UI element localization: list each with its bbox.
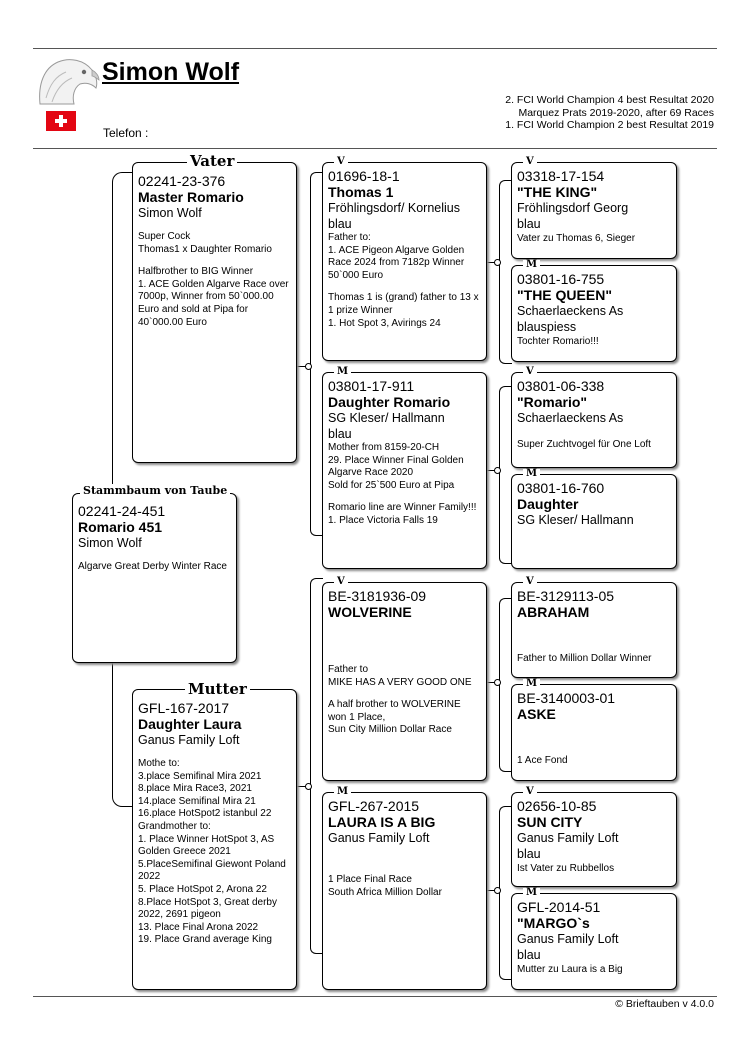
- breeder: Simon Wolf: [138, 206, 202, 220]
- ring-number: 03801-17-911: [328, 378, 415, 394]
- note: Halfbrother to BIG Winner: [138, 266, 254, 278]
- dam-marker: M: [523, 679, 540, 689]
- ring-number: 03801-06-338: [517, 378, 605, 394]
- sire-label: Vater: [187, 153, 237, 169]
- sds-card[interactable]: [511, 372, 677, 468]
- pigeon-name: Daughter Romario: [328, 394, 451, 410]
- note: Algarve Great Derby Winter Race: [78, 561, 227, 572]
- dam-marker: M: [334, 787, 351, 797]
- note: 1. ACE Pigeon Algarve Golden Race 2024 from 7182p Winner 50`000 Euro: [328, 244, 465, 281]
- phone-label: Telefon :: [103, 126, 149, 140]
- pigeon-name: ASKE: [517, 706, 556, 722]
- note: 3.place Semifinal Mira 2021: [138, 770, 262, 782]
- dam-marker: M: [334, 367, 351, 377]
- connector-dot: [305, 363, 312, 370]
- subject-pigeon-card[interactable]: [72, 493, 237, 663]
- ssd-card[interactable]: [511, 265, 677, 362]
- note: Father to Million Dollar Winner: [517, 653, 652, 664]
- pigeon-name: WOLVERINE: [328, 604, 412, 620]
- note: 1. Place Victoria Falls 19: [328, 514, 438, 526]
- dam-card[interactable]: [132, 689, 297, 990]
- note: 1. Place Winner HotSpot 3, AS Golden Greece 2021: [138, 833, 275, 858]
- ring-number: 01696-18-1: [328, 168, 400, 184]
- owner-name: Simon Wolf: [102, 58, 240, 86]
- ring-number: 02241-24-451: [78, 503, 166, 519]
- note: 8.place Mira Race3, 2021: [138, 783, 252, 795]
- breeder: SG Kleser/ Hallmann: [328, 411, 445, 425]
- note: Super Zuchtvogel für One Loft: [517, 439, 651, 450]
- note: Father to: [328, 664, 369, 675]
- note: 1. Hot Spot 3, Avirings 24: [328, 317, 441, 329]
- dam-dam-card[interactable]: [322, 792, 487, 990]
- dds-card[interactable]: [511, 792, 677, 887]
- pigeon-name: Daughter: [517, 496, 579, 512]
- ring-number: 02241-23-376: [138, 173, 226, 189]
- breeder: Schaerlaeckens As: [517, 411, 624, 425]
- connector-dot: [305, 783, 312, 790]
- color: blau: [328, 217, 352, 231]
- color: blau: [328, 427, 352, 441]
- note: 16.place HotSpot2 istanbul 22: [138, 808, 272, 820]
- achievement-line: Marquez Prats 2019-2020, after 69 Races: [518, 106, 714, 119]
- ring-number: 02656-10-85: [517, 798, 597, 814]
- pigeon-name: "Romario": [517, 394, 588, 410]
- pigeon-name: "MARGO`s: [517, 915, 590, 931]
- breeder: Ganus Family Loft: [138, 733, 240, 747]
- color: blau: [517, 948, 541, 962]
- breeder: Ganus Family Loft: [517, 831, 619, 845]
- note: South Africa Million Dollar: [328, 886, 442, 898]
- ring-number: BE-3140003-01: [517, 690, 616, 706]
- sire-card[interactable]: [132, 162, 297, 463]
- note: 13. Place Final Arona 2022: [138, 921, 259, 933]
- sire-dam-card[interactable]: [322, 372, 487, 569]
- pigeon-name: LAURA IS A BIG: [328, 814, 436, 830]
- pigeon-name: Romario 451: [78, 519, 163, 535]
- dam-label: Mutter: [185, 681, 250, 697]
- dam-sire-card[interactable]: [322, 582, 487, 781]
- note: 14.place Semifinal Mira 21: [138, 795, 256, 807]
- note: Father to:: [328, 232, 371, 243]
- breeder: Fröhlingsdorf Georg: [517, 201, 629, 215]
- note: Thomas1 x Daughter Romario: [138, 243, 272, 255]
- connector-dot: [494, 887, 501, 894]
- note: Mutter zu Laura is a Big: [517, 964, 623, 975]
- note: 5.PlaceSemifinal Giewont Poland 2022: [138, 858, 286, 883]
- note: Sold for 25`500 Euro at Pipa: [328, 479, 455, 491]
- connector-dot: [494, 259, 501, 266]
- breeder: Schaerlaeckens As: [517, 304, 624, 318]
- footer-rule: [33, 996, 717, 997]
- note: MIKE HAS A VERY GOOD ONE: [328, 676, 472, 688]
- breeder: Fröhlingsdorf/ Kornelius: [328, 201, 461, 215]
- sire-marker: V: [334, 157, 348, 167]
- note: 1. ACE Golden Algarve Race over 7000p, Winner from 50`000.00 Euro and sold at Pipa for 40`000.00 Euro: [138, 278, 289, 328]
- pigeon-name: Daughter Laura: [138, 716, 242, 732]
- pigeon-name: SUN CITY: [517, 814, 583, 830]
- note: 19. Place Grand average King: [138, 934, 272, 946]
- breeder: SG Kleser/ Hallmann: [517, 513, 634, 527]
- breeder: Ganus Family Loft: [517, 932, 619, 946]
- note: Mother from 8159-20-CH: [328, 442, 440, 453]
- sire-marker: V: [523, 157, 537, 167]
- connector-dot: [494, 679, 501, 686]
- ring-number: GFL-167-2017: [138, 700, 230, 716]
- note: 1 Place Final Race: [328, 874, 412, 885]
- note: 8.Place HotSpot 3, Great derby 2022, 2691 pigeon: [138, 896, 277, 921]
- connector-dot: [494, 467, 501, 474]
- note: Romario line are Winner Family!!!: [328, 502, 477, 514]
- pigeon-name: "THE QUEEN": [517, 287, 612, 303]
- note: Thomas 1 is (grand) father to 13 x 1 prize Winner: [328, 292, 479, 316]
- sire-sire-card[interactable]: [322, 162, 487, 361]
- sdd-card[interactable]: [511, 474, 677, 569]
- dam-marker: M: [523, 888, 540, 898]
- color: blauspiess: [517, 320, 577, 334]
- pigeon-name: Thomas 1: [328, 184, 394, 200]
- ring-number: 03801-16-755: [517, 271, 605, 287]
- sire-marker: V: [523, 577, 537, 587]
- note: Vater zu Thomas 6, Sieger: [517, 233, 636, 244]
- ring-number: BE-3129113-05: [517, 588, 615, 604]
- sire-marker: V: [523, 367, 537, 377]
- pigeon-head-logo: [36, 54, 100, 106]
- pigeon-name: Master Romario: [138, 189, 244, 205]
- note: Sun City Million Dollar Race: [328, 724, 452, 736]
- ring-number: 03801-16-760: [517, 480, 605, 496]
- pigeon-name: ABRAHAM: [517, 604, 590, 620]
- note: Grandmother to:: [138, 820, 211, 832]
- breeder: Simon Wolf: [78, 536, 142, 550]
- note: Tochter Romario!!!: [517, 336, 599, 347]
- ring-number: GFL-267-2015: [328, 798, 420, 814]
- dam-marker: M: [523, 469, 540, 479]
- ring-number: GFL-2014-51: [517, 899, 601, 915]
- dss-card[interactable]: [511, 582, 677, 678]
- header-bottom-rule: [33, 148, 717, 149]
- note: Mothe to:: [138, 758, 180, 769]
- note: 1 Ace Fond: [517, 755, 568, 766]
- color: blau: [517, 847, 541, 861]
- note: A half brother to WOLVERINE won 1 Place,: [328, 699, 461, 723]
- pedigree-label: Stammbaum von Taube: [80, 484, 230, 498]
- dam-marker: M: [523, 260, 540, 270]
- note: Super Cock: [138, 231, 191, 242]
- color: blau: [517, 217, 541, 231]
- note: 29. Place Winner Final Golden Algarve Race 2020: [328, 454, 464, 479]
- sss-card[interactable]: [511, 162, 677, 259]
- achievement-line: 2. FCI World Champion 4 best Resultat 2020: [505, 94, 714, 106]
- note: Ist Vater zu Rubbellos: [517, 863, 615, 874]
- achievement-line: 1. FCI World Champion 2 best Resultat 2019: [505, 119, 714, 131]
- header-top-rule: [33, 48, 717, 49]
- copyright: © Brieftauben v 4.0.0: [615, 998, 714, 1010]
- dsd-card[interactable]: [511, 684, 677, 781]
- ring-number: 03318-17-154: [517, 168, 605, 184]
- swiss-flag-icon: [46, 111, 76, 131]
- sire-marker: V: [334, 577, 348, 587]
- ring-number: BE-3181936-09: [328, 588, 427, 604]
- note: 5. Place HotSpot 2, Arona 22: [138, 883, 267, 895]
- achievements-block: [505, 94, 714, 132]
- sire-marker: V: [523, 787, 537, 797]
- ddd-card[interactable]: [511, 893, 677, 990]
- pigeon-name: "THE KING": [517, 184, 598, 200]
- breeder: Ganus Family Loft: [328, 831, 430, 845]
